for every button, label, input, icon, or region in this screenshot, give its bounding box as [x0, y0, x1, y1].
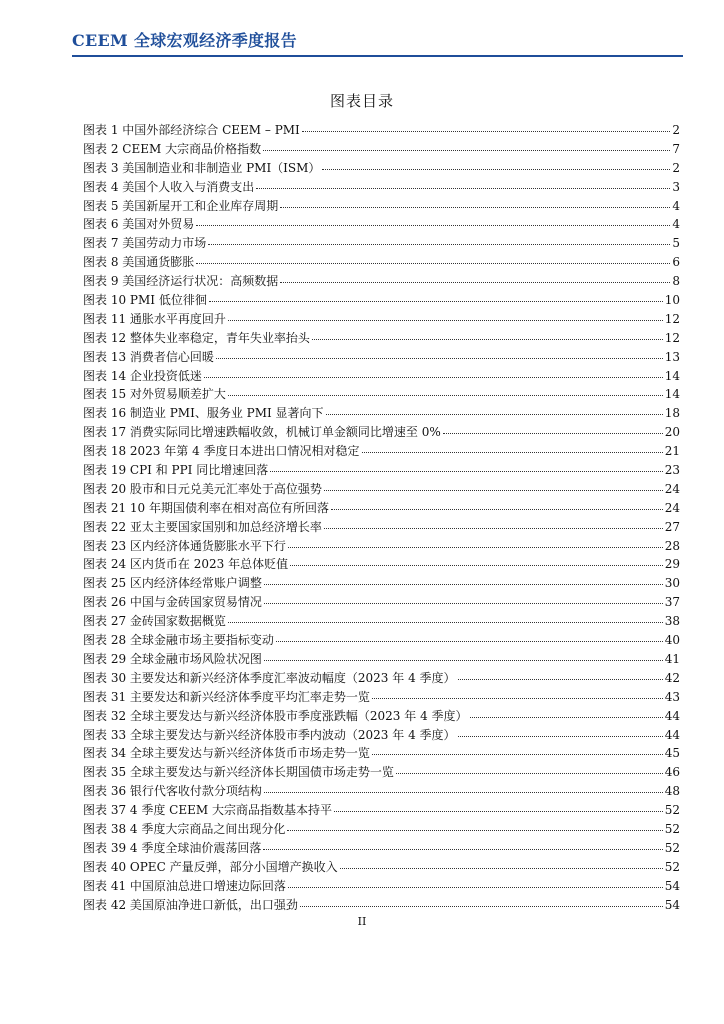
toc-entry-label: 图表 34 全球主要发达与新兴经济体货币市场走势一览 [83, 746, 370, 761]
toc-entry-page: 14 [664, 368, 680, 383]
toc-entry[interactable] [83, 782, 680, 801]
toc-entry[interactable] [83, 574, 680, 593]
toc-entry-label: 图表 18 2023 年第 4 季度日本进出口情况相对稳定 [83, 444, 360, 459]
toc-entry-page: 37 [664, 595, 680, 610]
toc-entry[interactable] [83, 669, 680, 688]
dot-leader [331, 508, 663, 510]
toc-entry-label: 图表 38 4 季度大宗商品之间出现分化 [83, 821, 286, 836]
toc-entry-label: 图表 27 金砖国家数据概览 [83, 614, 226, 629]
toc-entry-page: 30 [664, 576, 680, 591]
toc-entry[interactable] [83, 121, 680, 140]
dot-leader [264, 659, 663, 661]
toc-entry[interactable] [83, 593, 680, 612]
toc-entry-page: 4 [672, 198, 680, 213]
dot-leader [228, 394, 663, 396]
toc-entry-page: 29 [664, 557, 680, 572]
toc-entry-page: 6 [672, 255, 680, 270]
dot-leader [362, 451, 663, 453]
toc-entry-label: 图表 5 美国新屋开工和企业库存周期 [83, 198, 279, 213]
dot-leader [256, 187, 670, 189]
toc-entry[interactable] [83, 707, 680, 726]
toc-entry-label: 图表 28 全球金融市场主要指标变动 [83, 633, 274, 648]
toc-entry-label: 图表 20 股市和日元兑美元汇率处于高位强势 [83, 481, 322, 496]
toc-entry[interactable] [83, 896, 680, 915]
toc-entry-page: 10 [664, 293, 680, 308]
toc-entry-label: 图表 31 主要发达和新兴经济体季度平均汇率走势一览 [83, 689, 370, 704]
toc-entry-label: 图表 9 美国经济运行状况：高频数据 [83, 274, 279, 289]
toc-entry-page: 7 [672, 141, 680, 156]
dot-leader [443, 432, 663, 434]
dot-leader [228, 319, 663, 321]
dot-leader [263, 848, 662, 850]
toc-entry[interactable] [83, 480, 680, 499]
toc-entry[interactable] [83, 744, 680, 763]
dot-leader [324, 527, 663, 529]
toc-entry-label: 图表 40 OPEC 产量反弹，部分小国增产换收入 [83, 859, 338, 874]
dot-leader [280, 206, 670, 208]
toc-entry-label: 图表 21 10 年期国债利率在相对高位有所回落 [83, 500, 329, 515]
toc-entry[interactable] [83, 197, 680, 216]
toc-entry-label: 图表 16 制造业 PMI、服务业 PMI 显著向下 [83, 406, 324, 421]
toc-entry-label: 图表 36 银行代客收付款分项结构 [83, 784, 262, 799]
page-number: II [357, 915, 367, 928]
dot-leader [264, 791, 663, 793]
toc-entry-label: 图表 39 4 季度全球油价震荡回落 [83, 840, 262, 855]
toc-entry-page: 5 [672, 236, 680, 251]
toc-entry-label: 图表 37 4 季度 CEEM 大宗商品指数基本持平 [83, 803, 332, 818]
toc-entry[interactable] [83, 726, 680, 745]
dot-leader [340, 867, 663, 869]
toc-entry-page: 4 [672, 217, 680, 232]
toc-entry-page: 41 [664, 651, 680, 666]
toc-entry[interactable] [83, 763, 680, 782]
toc-entry-page: 3 [672, 179, 680, 194]
toc-entry-page: 23 [664, 463, 680, 478]
toc-list [83, 121, 680, 914]
toc-entry-label: 图表 25 区内经济体经常账户调整 [83, 576, 262, 591]
toc-entry-page: 20 [664, 425, 680, 440]
toc-entry-label: 图表 42 美国原油净进口新低，出口强劲 [83, 897, 298, 912]
toc-entry-label: 图表 13 消费者信心回暖 [83, 349, 214, 364]
dot-leader [288, 546, 663, 548]
toc-entry-page: 54 [664, 878, 680, 893]
toc-entry[interactable] [83, 140, 680, 159]
toc-entry[interactable] [83, 518, 680, 537]
toc-entry[interactable] [83, 291, 680, 310]
toc-entry[interactable] [83, 234, 680, 253]
toc-entry[interactable] [83, 461, 680, 480]
header-divider [72, 55, 683, 57]
toc-entry-label: 图表 32 全球主要发达与新兴经济体股市季度涨跌幅（2023 年 4 季度） [83, 708, 468, 723]
toc-entry[interactable] [83, 839, 680, 858]
toc-entry-page: 24 [664, 481, 680, 496]
toc-entry-label: 图表 19 CPI 和 PPI 同比增速回落 [83, 463, 269, 478]
dot-leader [324, 489, 663, 491]
toc-entry[interactable] [83, 555, 680, 574]
toc-entry[interactable] [83, 442, 680, 461]
toc-entry[interactable] [83, 178, 680, 197]
dot-leader [334, 810, 663, 812]
report-header-title: CEEM 全球宏观经济季度报告 [72, 31, 297, 50]
dot-leader [209, 300, 663, 302]
toc-entry-label: 图表 41 中国原油总进口增速边际回落 [83, 878, 286, 893]
dot-leader [312, 338, 663, 340]
dot-leader [276, 640, 663, 642]
toc-entry-page: 8 [672, 274, 680, 289]
dot-leader [372, 753, 663, 755]
toc-entry-label: 图表 7 美国劳动力市场 [83, 236, 207, 251]
toc-entry-page: 44 [664, 708, 680, 723]
toc-entry-page: 48 [664, 784, 680, 799]
dot-leader [287, 829, 662, 831]
toc-entry[interactable] [83, 631, 680, 650]
dot-leader [264, 583, 663, 585]
toc-entry[interactable] [83, 404, 680, 423]
toc-entry-label: 图表 10 PMI 低位徘徊 [83, 293, 207, 308]
toc-entry[interactable] [83, 348, 680, 367]
toc-entry[interactable] [83, 310, 680, 329]
toc-entry-label: 图表 29 全球金融市场风险状况图 [83, 651, 262, 666]
toc-entry-page: 40 [664, 633, 680, 648]
dot-leader [196, 262, 670, 264]
toc-entry-page: 14 [664, 387, 680, 402]
toc-entry-label: 图表 14 企业投资低迷 [83, 368, 202, 383]
toc-entry-page: 12 [664, 330, 680, 345]
toc-entry[interactable] [83, 253, 680, 272]
toc-entry-label: 图表 12 整体失业率稳定，青年失业率抬头 [83, 330, 310, 345]
toc-entry-page: 54 [664, 897, 680, 912]
toc-entry-page: 52 [664, 840, 680, 855]
toc-entry-page: 2 [672, 123, 680, 137]
dot-leader [470, 716, 663, 718]
toc-entry-page: 27 [664, 519, 680, 534]
toc-entry-label: 图表 15 对外贸易顺差扩大 [83, 387, 226, 402]
toc-entry-label: 图表 3 美国制造业和非制造业 PMI（ISM） [83, 160, 321, 175]
toc-entry[interactable] [83, 688, 680, 707]
toc-entry-label: 图表 2 CEEM 大宗商品价格指数 [83, 141, 262, 156]
toc-entry-page: 52 [664, 821, 680, 836]
toc-entry-page: 13 [664, 349, 680, 364]
toc-entry-page: 45 [664, 746, 680, 761]
toc-entry[interactable] [83, 537, 680, 556]
toc-entry[interactable] [83, 499, 680, 518]
toc-entry[interactable] [83, 650, 680, 669]
toc-entry-label: 图表 26 中国与金砖国家贸易情况 [83, 595, 262, 610]
dot-leader [300, 905, 663, 907]
toc-entry-page: 24 [664, 500, 680, 515]
toc-entry[interactable] [83, 801, 680, 820]
toc-title: 图表目录 [329, 92, 394, 110]
dot-leader [264, 602, 663, 604]
toc-entry-page: 52 [664, 803, 680, 818]
toc-entry-page: 42 [664, 670, 680, 685]
toc-entry-page: 46 [664, 765, 680, 780]
dot-leader [372, 697, 663, 699]
toc-entry[interactable] [83, 385, 680, 404]
dot-leader [208, 243, 670, 245]
toc-entry-page: 43 [664, 689, 680, 704]
dot-leader [196, 224, 670, 226]
toc-entry[interactable] [83, 329, 680, 348]
dot-leader [280, 281, 670, 283]
dot-leader [326, 413, 663, 415]
toc-entry[interactable] [83, 367, 680, 386]
dot-leader [396, 772, 663, 774]
toc-entry-label: 图表 22 亚太主要国家国别和加总经济增长率 [83, 519, 322, 534]
dot-leader [458, 678, 663, 680]
toc-entry[interactable] [83, 612, 680, 631]
toc-entry-label: 图表 33 全球主要发达与新兴经济体股市季内波动（2023 年 4 季度） [83, 727, 456, 742]
toc-entry-label: 图表 11 通胀水平再度回升 [83, 311, 226, 326]
toc-entry-label: 图表 23 区内经济体通货膨胀水平下行 [83, 538, 286, 553]
dot-leader [302, 130, 671, 132]
toc-entry-label: 图表 17 消费实际同比增速跌幅收敛，机械订单金额同比增速至 0% [83, 425, 441, 440]
dot-leader [322, 168, 670, 170]
toc-entry[interactable] [83, 820, 680, 839]
dot-leader [263, 149, 670, 151]
dot-leader [458, 735, 663, 737]
dot-leader [228, 621, 663, 623]
toc-entry[interactable] [83, 877, 680, 896]
toc-entry-label: 图表 24 区内货币在 2023 年总体贬值 [83, 557, 289, 572]
toc-entry-label: 图表 1 中国外部经济综合 CEEM – PMI [83, 123, 300, 137]
toc-entry-label: 图表 4 美国个人收入与消费支出 [83, 179, 255, 194]
toc-entry[interactable] [83, 858, 680, 877]
toc-entry-page: 44 [664, 727, 680, 742]
toc-entry-label: 图表 30 主要发达和新兴经济体季度汇率波动幅度（2023 年 4 季度） [83, 670, 456, 685]
toc-entry-label: 图表 35 全球主要发达与新兴经济体长期国债市场走势一览 [83, 765, 394, 780]
toc-entry-page: 12 [664, 311, 680, 326]
dot-leader [288, 886, 663, 888]
toc-entry-page: 38 [664, 614, 680, 629]
dot-leader [204, 376, 663, 378]
toc-entry[interactable] [83, 159, 680, 178]
toc-entry-page: 28 [664, 538, 680, 553]
toc-entry[interactable] [83, 215, 680, 234]
dot-leader [290, 564, 663, 566]
toc-entry-label: 图表 6 美国对外贸易 [83, 217, 195, 232]
toc-entry-label: 图表 8 美国通货膨胀 [83, 255, 195, 270]
dot-leader [270, 470, 662, 472]
toc-entry[interactable] [83, 423, 680, 442]
toc-entry-page: 18 [664, 406, 680, 421]
dot-leader [216, 357, 663, 359]
toc-entry-page: 2 [672, 160, 680, 175]
toc-entry[interactable] [83, 272, 680, 291]
toc-entry-page: 21 [664, 444, 680, 459]
toc-entry-page: 52 [664, 859, 680, 874]
